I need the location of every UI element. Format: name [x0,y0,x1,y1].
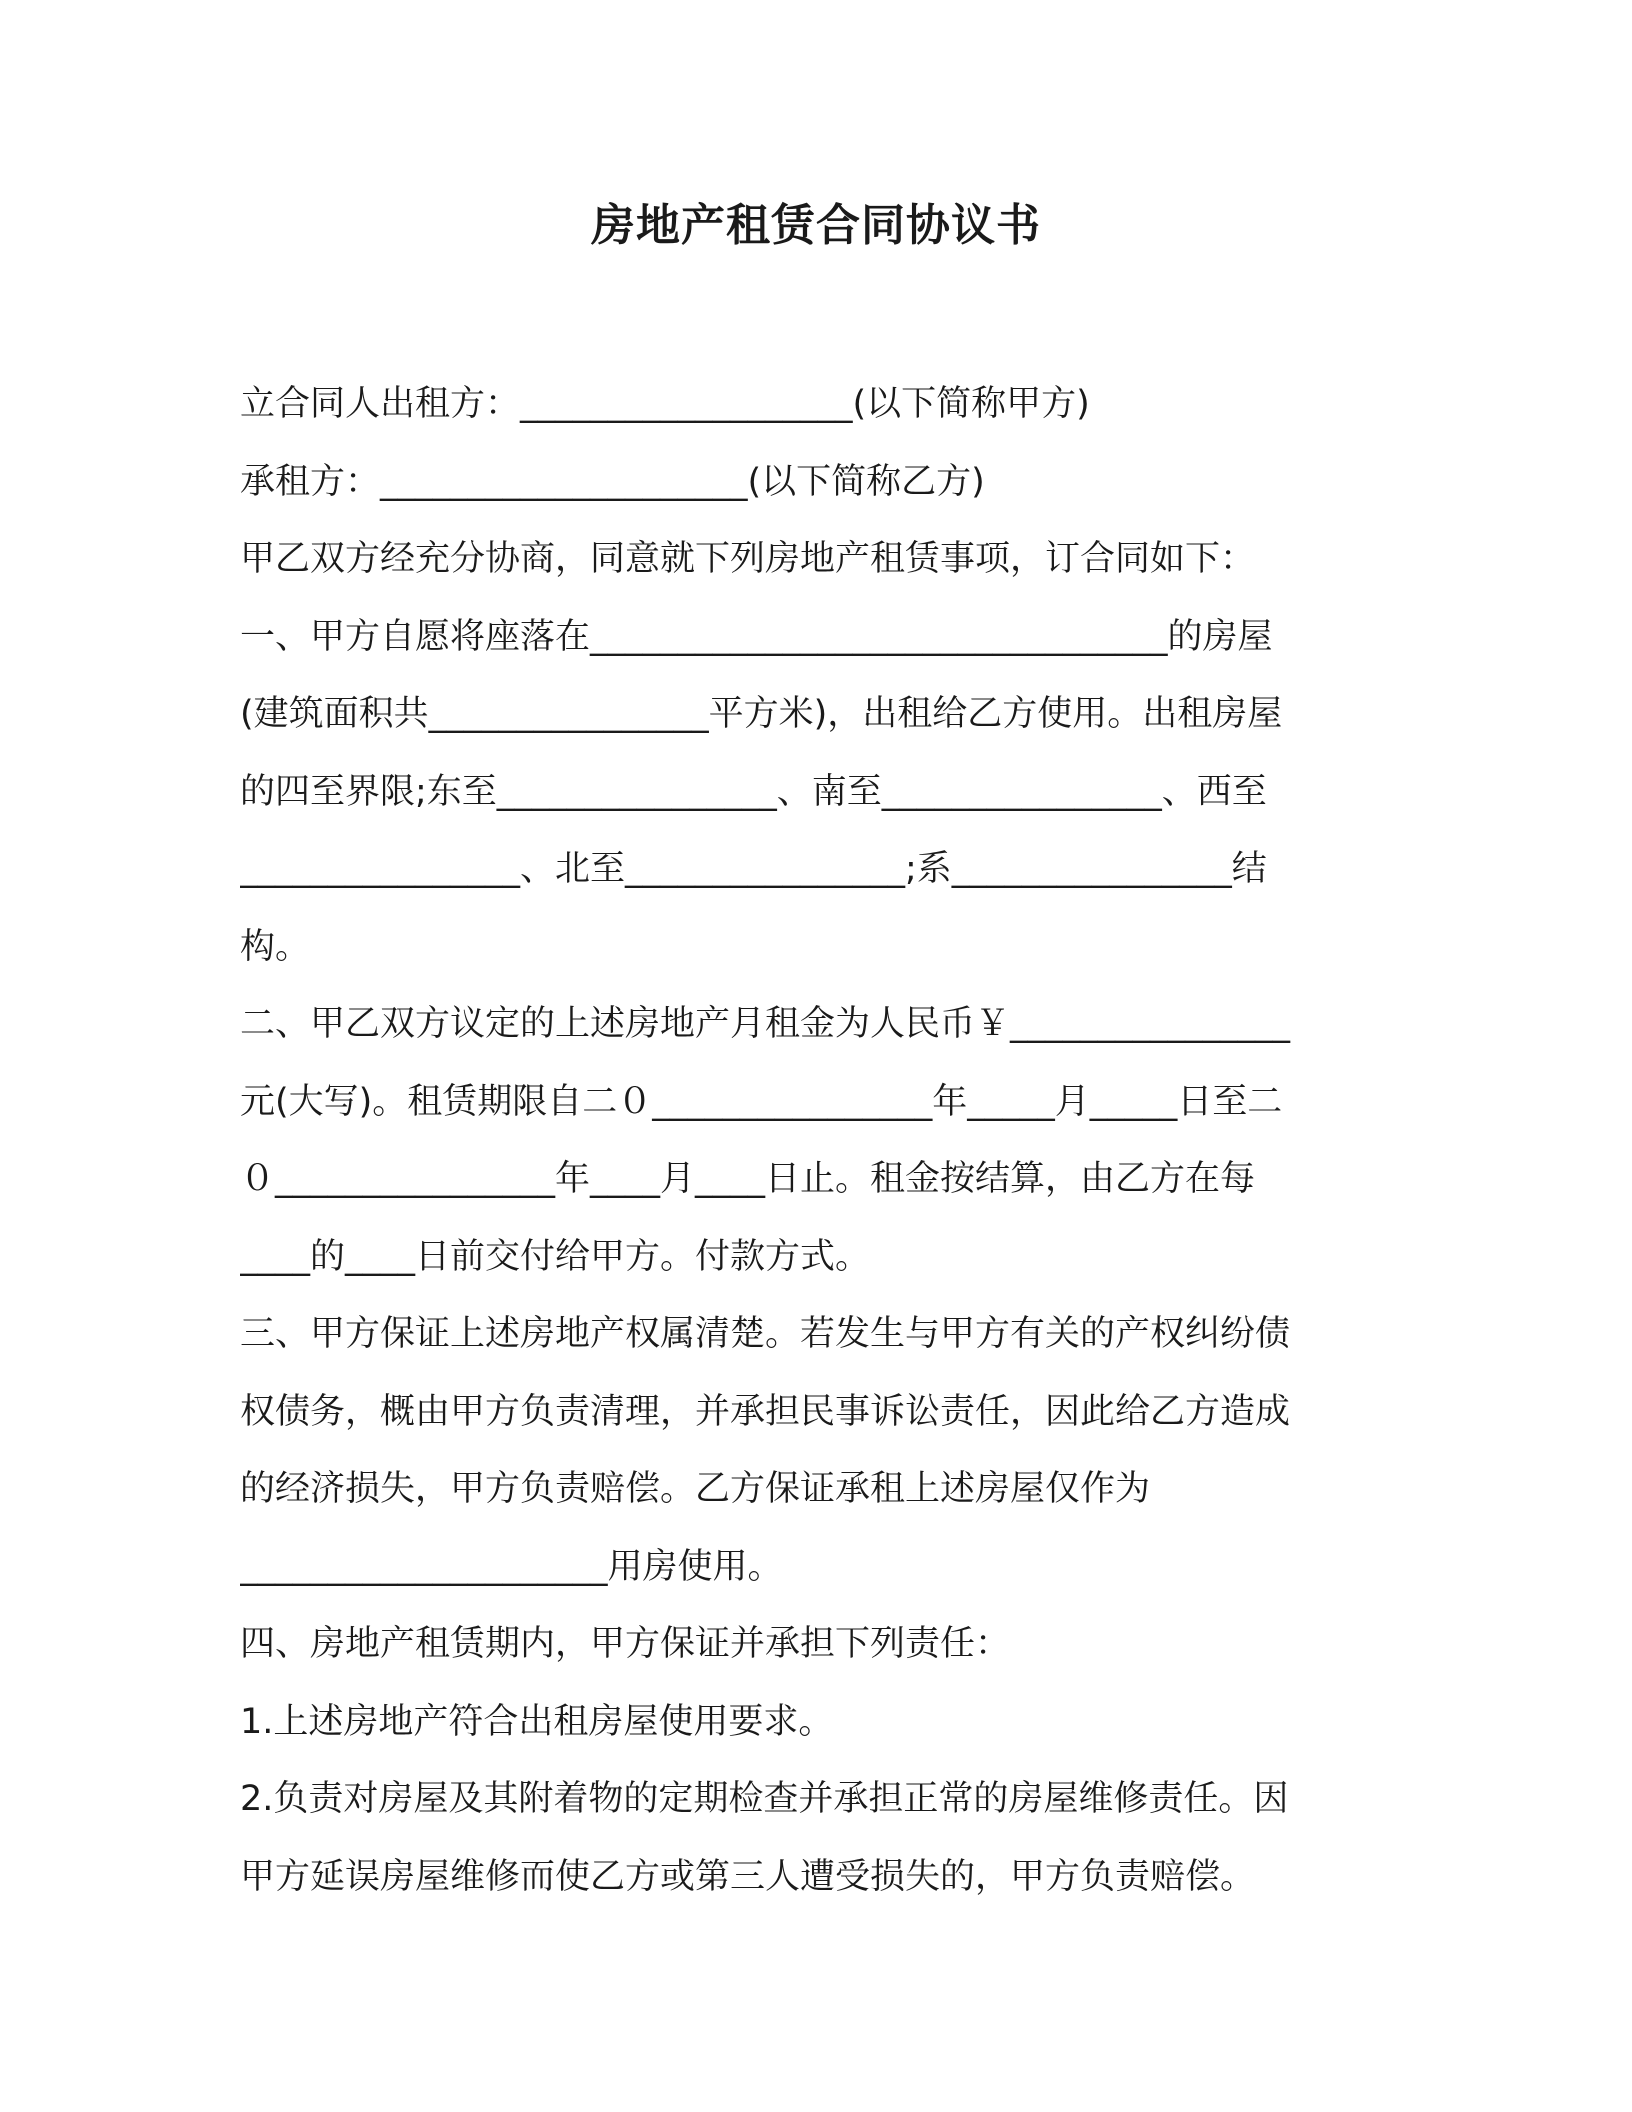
document-title: 房地产租赁合同协议书 [591,200,1041,251]
text-line: 一、甲方自愿将座落在_________________________________的房屋 [240,616,1273,657]
text-line: 构。 [240,926,311,967]
text-line: (建筑面积共________________平方米)，出租给乙方使用。出租房屋 [240,694,1283,734]
text-line: 甲方延误房屋维修而使乙方或第三人遭受损失的，甲方负责赔偿。 [240,1856,1256,1897]
text-line: ____的____日前交付给甲方。付款方式。 [240,1236,871,1277]
text-line: 四、房地产租赁期内，甲方保证并承担下列责任： [240,1624,1011,1664]
text-line: 的四至界限;东至________________、南至________________、西至 [240,771,1267,812]
text-line: 二、甲乙双方议定的上述房地产月租金为人民币￥________________ [240,1004,1291,1044]
text-line: 2.负责对房屋及其附着物的定期检查并承担正常的房屋维修责任。因 [240,1779,1289,1819]
text-line: _____________________用房使用。 [240,1546,783,1587]
text-line: 甲乙双方经充分协商，同意就下列房地产租赁事项，订合同如下： [240,539,1256,579]
text-line: ０________________年____月____日止。租金按结算，由乙方在每 [240,1159,1256,1199]
text-line: 元(大写)。租赁期限自二０________________年_____月_____日至二 [240,1081,1283,1122]
text-line: 承租方：_____________________(以下简称乙方) [240,461,985,502]
text-line: 权债务，概由甲方负责清理，并承担民事诉讼责任，因此给乙方造成 [240,1391,1291,1432]
text-line: 立合同人出租方：___________________(以下简称甲方) [240,384,1090,424]
text-line: 三、甲方保证上述房地产权属清楚。若发生与甲方有关的产权纠纷债 [240,1314,1291,1354]
text-line: ________________、北至________________;系________________结 [240,849,1267,889]
document-body [240,366,1380,1916]
text-line: 1.上述房地产符合出租房屋使用要求。 [240,1701,834,1742]
text-line: 的经济损失，甲方负责赔偿。乙方保证承租上述房屋仅作为 [240,1469,1151,1509]
